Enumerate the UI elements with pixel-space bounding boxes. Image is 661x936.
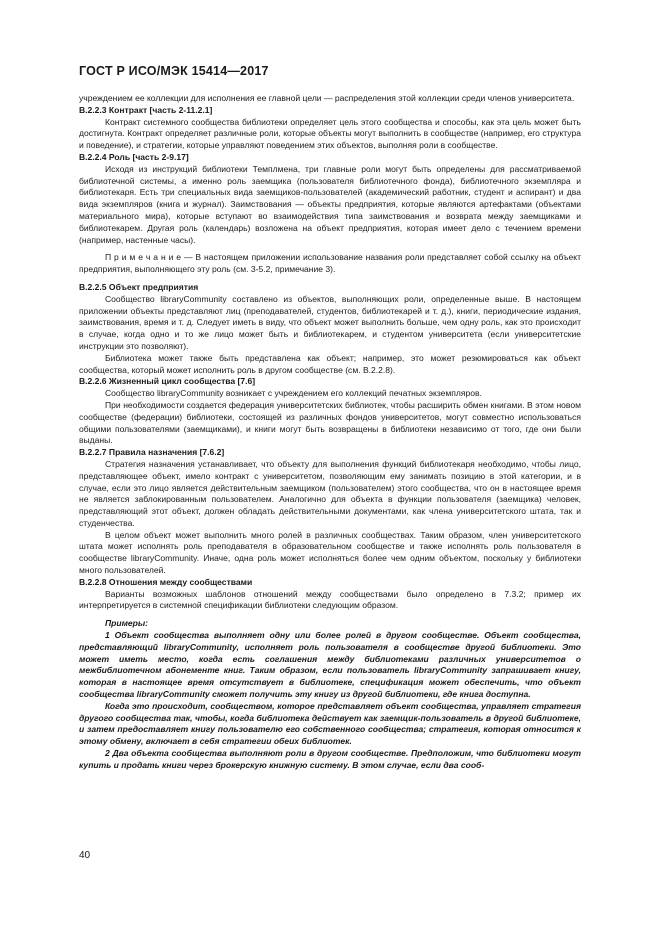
- examples-label: Примеры:: [105, 618, 149, 629]
- section-heading: В.2.2.3 Контракт [часть 2-11.2.1]: [79, 104, 213, 115]
- document-body: [79, 93, 581, 772]
- page-number: 40: [79, 850, 91, 861]
- section-heading: В.2.2.6 Жизненный цикл сообщества [7.6]: [79, 376, 256, 387]
- paragraph: Варианты возможных шаблонов отношений между сообществами было определено в 7.3.2; пример их интерпретируется в системной спецификации библиотеки следующим образом.: [79, 588, 581, 611]
- paragraph: Исходя из инструкций библиотеки Темплмена, три главные роли могут быть определены для рассматриваемой библиотечной системы, а именно роль заемщика (пользователя библиотечного фонда), библиотечного экземпляра и библиотекаря. Есть три специальных вида заемщиков-пользователей (академический работник, студент и аспирант) и два вида экземпляров (книга и журнал). Заимствования — объекты предприятия, которые являются артефактами (объектами материального мира), которые вступают во взаимодействия типа заимствования и возврата между заемщиками и библиотекарем. Другая роль (календарь) возложена на объект предприятия, которая имеет дело с течением времени (например, настенные часы).: [79, 163, 581, 245]
- paragraph: учреждением ее коллекции для исполнения ее главной цели — распределения этой коллекции среди членов университета.: [79, 93, 575, 103]
- paragraph: Сообщество libraryCommunity возникает с учреждением его коллекций печатных экземпляров.: [105, 388, 482, 399]
- example-paragraph: 1 Объект сообщества выполняет одну или более ролей в другом сообществе. Объект сообщества, представляющий libraryCommunity, исполняет роль пользователя в сообществе другой библиотеки. Это может иметь место, когда есть соглашения между библиотеками различных университетов о межбиблиотечном абонементе книг. Таким образом, если пользователь libraryCommunity запрашивает книгу, которая в настоящее время отсутствует в библиотеке, спецификация может обеспечить, что объект сообщества libraryCommunity сможет получить эту книгу из другой библиотеки, где книга доступна.: [79, 630, 581, 700]
- document-header: ГОСТ Р ИСО/МЭК 15414—2017: [79, 64, 269, 78]
- paragraph: Библиотека может также быть представлена как объект; например, это может резюмироваться как объект сообщества, который может исполнить роль в другом сообществе (см. В.2.2.8).: [79, 352, 581, 375]
- section-heading: В.2.2.4 Роль [часть 2-9.17]: [79, 151, 189, 162]
- paragraph: В целом объект может выполнить много ролей в различных сообществах. Таким образом, член университетского штата может исполнять роль преподавателя в образовательном сообществе и также исполнять роль пользователя в сообществе libraryCommunity. Иначе, одна роль может исполняться более чем одним объектом, поскольку у библиотеки много пользователей.: [79, 529, 581, 576]
- example-paragraph: 2 Два объекта сообщества выполняют роли в другом сообществе. Предположим, что библиотеки могут купить и продать книги через брокерскую книжную систему. В этом случае, если два сооб-: [79, 748, 581, 770]
- paragraph: При необходимости создается федерация университетских библиотек, чтобы расширить обмен книгами. В этом новом сообществе (федерации) библиотеки, состоящей из различных фондов университетов, могут совместно использоваться общими пользователями (заемщиками), и книги могут быть возвращены в библиотеки независимо от того, где они были выданы.: [79, 399, 581, 446]
- section-heading: В.2.2.8 Отношения между сообществами: [79, 576, 253, 587]
- paragraph: Сообщество libraryCommunity составлено из объектов, выполняющих роли, определенные выше. В настоящем приложении объекты представляют лиц (преподавателей, студентов, библиотекарей и т. д.), книги, периодические издания, заимствования, время и т. д. Следует иметь в виду, что объект может выполнить больше, чем одну роль, как это происходит в случае, когда одно и то же лицо может быть и библиотекарем, и студентом университета (если университетские инструкции это позволяют).: [79, 293, 581, 351]
- section-heading: В.2.2.7 Правила назначения [7.6.2]: [79, 447, 225, 458]
- paragraph: Стратегия назначения устанавливает, что объекту для выполнения функций библиотекаря необходимо, чтобы лицо, представляющее объект, имело контракт с университетом, позволяющим ему занимать позицию в этой категории, и в случае, если это лицо является действительным заемщиком (пользователем) этого сообщества, что он в настоящее время не является заблокированным пользователем. Аналогично для объекта в функции пользователя (заемщика) человек, представляющий этот объект, должен обладать действительными документами, как члена университетского штата, так и студенчества.: [79, 458, 581, 528]
- examples-block: [79, 618, 581, 771]
- section-heading: В.2.2.5 Объект предприятия: [79, 281, 199, 292]
- paragraph: Контракт системного сообщества библиотеки определяет цель этого сообщества и способы, как эта цель может быть достигнута. Контракт определяет различные роли, которые объекты могут выполнить в сообществе (например, его структура и поведение), и стратегии, которые управляют поведением этих объектов, выполняя роли в сообществе.: [79, 116, 581, 151]
- example-paragraph: Когда это происходит, сообществом, которое представляет объект сообщества, управляет стратегия другого сообщества так, чтобы, когда библиотека действует как заемщик-пользователь в другой библиотеке, и затем предоставляет книгу пользователю его собственного сообщества; стратегия, которая относится к этому обмену, включает в себя стратегии обеих библиотек.: [79, 700, 581, 747]
- note-paragraph: П р и м е ч а н и е — В настоящем приложении использование названия роли представляет собой ссылку на объект предприятия, выполняющего эту роль (см. 3-5.2, примечание 3).: [79, 252, 581, 275]
